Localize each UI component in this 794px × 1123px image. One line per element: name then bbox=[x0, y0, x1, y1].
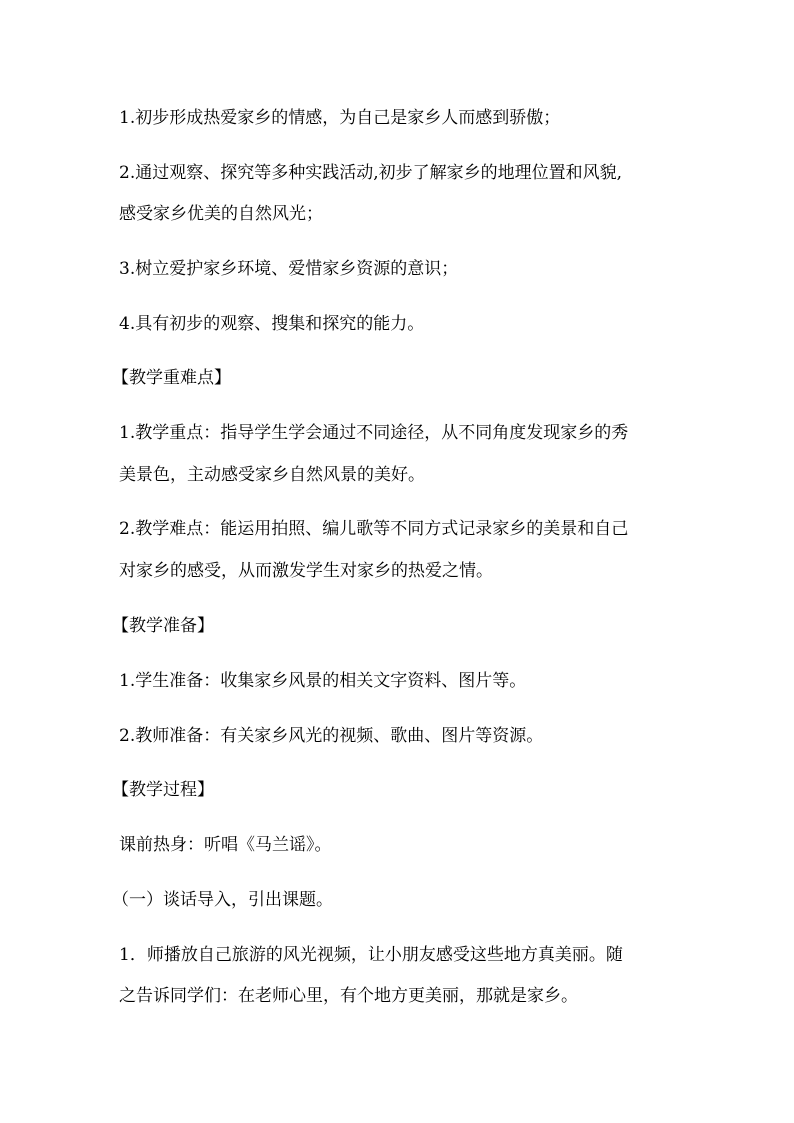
process-step-1-continued: 之告诉同学们：在老师心里，有个地方更美丽，那就是家乡。 bbox=[119, 986, 578, 1006]
process-step-1: 1．师播放自己旅游的风光视频，让小朋友感受这些地方真美丽。随 bbox=[119, 945, 623, 965]
key-point-2-continued: 对家乡的感受，从而激发学生对家乡的热爱之情。 bbox=[119, 561, 493, 581]
key-point-2: 2.教学难点：能运用拍照、编儿歌等不同方式记录家乡的美景和自己 bbox=[119, 519, 629, 539]
preparation-student: 1.学生准备：收集家乡风景的相关文字资料、图片等。 bbox=[119, 671, 527, 691]
preparation-teacher: 2.教师准备：有关家乡风光的视频、歌曲、图片等资源。 bbox=[119, 726, 544, 746]
preparation-heading: 【教学准备】 bbox=[112, 616, 214, 636]
objective-2: 2.通过观察、探究等多种实践活动,初步了解家乡的地理位置和风貌, bbox=[119, 163, 623, 183]
key-point-1-continued: 美景色，主动感受家乡自然风景的美好。 bbox=[119, 465, 425, 485]
process-warmup: 课前热身：听唱《马兰谣》。 bbox=[119, 835, 332, 855]
process-heading: 【教学过程】 bbox=[112, 780, 214, 800]
objective-3: 3.树立爱护家乡环境、爱惜家乡资源的意识； bbox=[119, 259, 459, 279]
process-step-one-title: （一）谈话导入，引出课题。 bbox=[112, 890, 333, 910]
objective-4: 4.具有初步的观察、搜集和探究的能力。 bbox=[119, 314, 425, 334]
objective-1: 1.初步形成热爱家乡的情感，为自己是家乡人而感到骄傲； bbox=[119, 108, 561, 128]
key-points-heading: 【教学重难点】 bbox=[112, 368, 231, 388]
objective-2-continued: 感受家乡优美的自然风光； bbox=[119, 204, 323, 224]
key-point-1: 1.教学重点：指导学生学会通过不同途径，从不同角度发现家乡的秀 bbox=[119, 423, 629, 443]
